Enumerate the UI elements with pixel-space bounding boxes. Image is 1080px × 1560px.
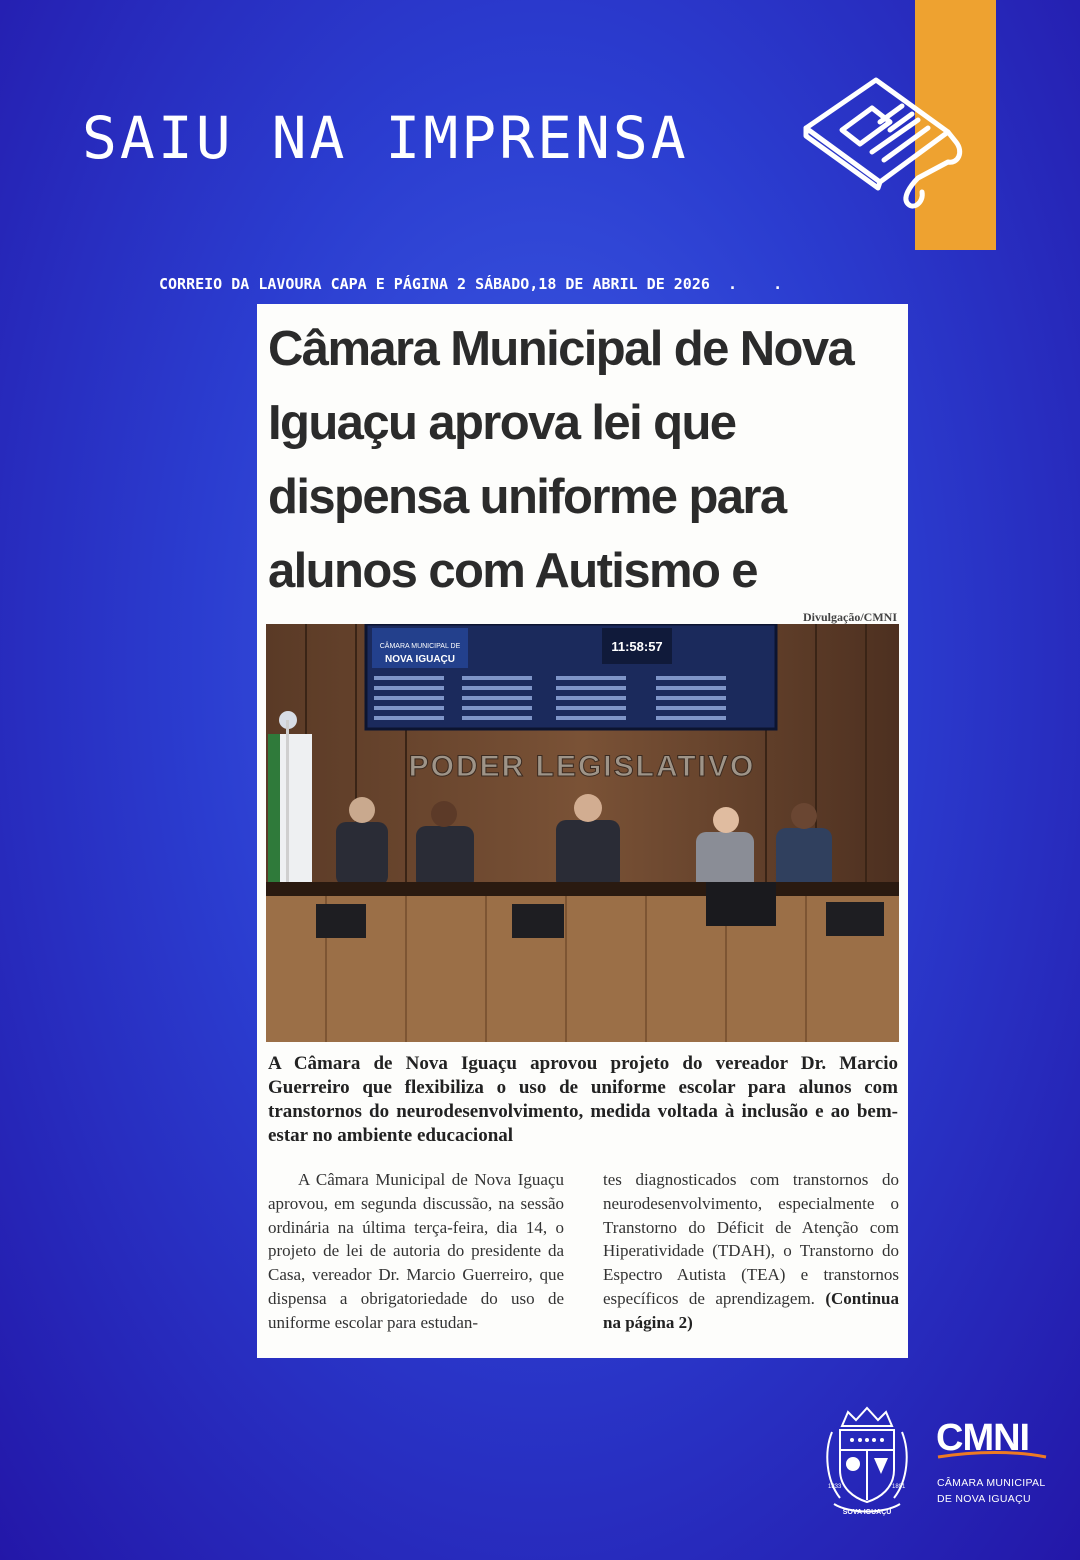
photo-credit: Divulgação/CMNI — [803, 610, 897, 624]
article-body-col2 — [603, 1168, 899, 1335]
cmni-logo — [936, 1416, 1048, 1460]
crest-year-left: 1833 — [828, 1484, 842, 1490]
cmni-logo-text: CMNI — [936, 1417, 1030, 1459]
crest-name: SOVA IGUAÇU — [842, 1509, 892, 1516]
wall-sign: PODER LEGISLATIVO — [408, 750, 756, 783]
screen-name: NOVA IGUAÇU — [385, 654, 455, 665]
article-headline: Câmara Municipal de Nova Iguaçu aprova lei que dispensa uniforme para alunos com Autismo e — [268, 322, 854, 598]
crest-year-right: 1891 — [892, 1484, 906, 1490]
source-line: CORREIO DA LAVOURA CAPA E PÁGINA 2 SÁBADO,18 DE ABRIL DE 2026 . . — [159, 275, 783, 293]
cmni-logo-caption — [937, 1475, 1045, 1507]
cmni-caption-line1: CÂMARA MUNICIPAL — [937, 1477, 1046, 1489]
continue-link[interactable]: (Continua na página 2) — [603, 1288, 899, 1332]
cmni-caption-line2: DE NOVA IGUAÇU — [937, 1493, 1031, 1505]
page-title: SAIU NA IMPRENSA — [82, 104, 689, 172]
nova-iguacu-crest — [820, 1404, 914, 1520]
session-photo — [266, 624, 899, 1042]
screen-timer: 11:58:57 — [611, 639, 663, 654]
newspaper-clipping — [257, 304, 908, 1358]
article-lead: A Câmara de Nova Iguaçu aprovou projeto do vereador Dr. Marcio Guerreiro que flexibiliza o uso de uniforme escolar para alunos com transtornos do neurodesenvolvimento, medida voltada à inclusão e ao bem-estar no ambiente educacional — [268, 1053, 898, 1146]
newspaper-icon — [798, 70, 968, 210]
article-body-col1: A Câmara Municipal de Nova Iguaçu aprovou, em segunda discussão, na sessão ordinária na última terça-feira, dia 14, o projeto de lei de autoria do presidente da Casa, vereador Dr. Marcio Guerreiro, que dispensa a obrigatoriedade do uso de uniforme escolar para estudan- — [268, 1170, 564, 1332]
screen-header: CÂMARA MUNICIPAL DE — [379, 643, 461, 650]
article-body-col2-text: tes diagnosticados com transtornos do neurodesenvolvimento, especialmente o Transtorno do Déficit de Atenção com Hiperatividade (TDAH), o Transtorno do Espectro Autista (TEA) e transtornos específicos de aprendizagem. — [603, 1170, 899, 1308]
